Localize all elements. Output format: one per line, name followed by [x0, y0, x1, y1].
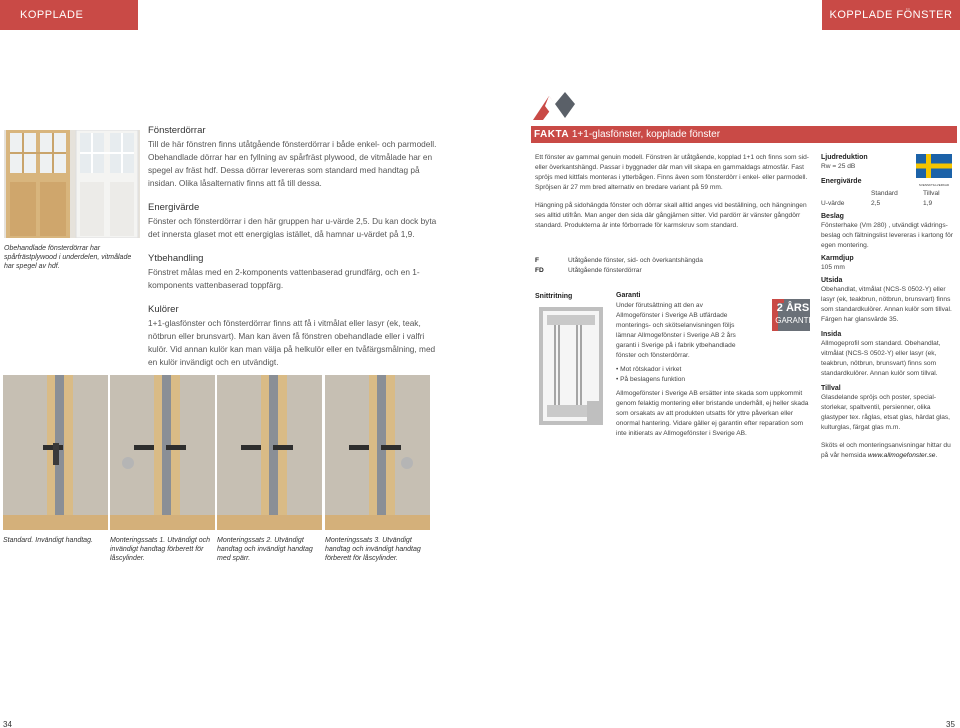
- door-caption: Obehandlade fönsterdörrar har spårfrästplywood i underdelen, vitmålade har spegel av hdf.: [4, 245, 132, 270]
- section-tab-right: KOPPLADE FÖNSTER: [822, 0, 960, 30]
- hardware-photo-sats-2: [217, 375, 322, 530]
- brand-logo: [531, 90, 577, 122]
- energi-heading: Energivärde: [821, 178, 862, 185]
- flag-caption: SVENSKTILLVERKAD: [918, 183, 950, 187]
- karm-value: 105 mm: [821, 264, 845, 271]
- heading-fonsterdorrar: Fönsterdörrar: [148, 125, 206, 136]
- garanti-text-2: Allmogefönster i Sverige AB ersätter inte skada som uppkommit genom felaktig montering eller bristande underhåll, ej heller skada som orsakats av att produkten utsatts för yttre påverkan eller onormal hantering. Vidare gäller ej garantin efter reparation som inte initierats av Allmogefönster i Sverige AB.: [616, 390, 809, 437]
- garanti-bullet: • Mot rötskador i virket: [616, 366, 682, 373]
- beslag-heading: Beslag: [821, 213, 844, 220]
- insida-heading: Insida: [821, 331, 842, 338]
- section-drawing: [537, 305, 605, 427]
- utsida-text: Obehandlat, vitmålat (NCS-S 0502-Y) eller lasyr (ek, teakbrun, nötbrun, brunsvart) finns som standardkulörer. Annan kulör som tillval. Färgen har glansvärde 35.: [821, 286, 952, 323]
- tillval-heading: Tillval: [821, 385, 841, 392]
- text-kulorer: 1+1-glasfönster och fönsterdörrar finns att få i vitmålat eller lasyr (ek, teak, nötbrun eller brunsvart). Man kan även få fönstren obehandlade eller i valfri kulör. Vid annan kulör kan man välja på helkulör eller en tvåfärgsmålning, med en kulör invändigt och en utvändigt.: [148, 318, 436, 367]
- door-illustration: [4, 130, 140, 238]
- code-fd-desc: Utåtgående fönsterdörrar: [568, 267, 642, 274]
- energi-header-row: [821, 189, 953, 199]
- utsida-heading: Utsida: [821, 277, 843, 284]
- code-f: F: [535, 257, 540, 264]
- hardware-caption-standard: Standard. Invändigt handtag.: [3, 537, 93, 544]
- door-photo: [4, 130, 140, 238]
- heading-ytbehandling: Ytbehandling: [148, 253, 204, 264]
- garanti-text: Under förutsättning att den av Allmogefönster i Sverige AB utfärdade monterings- och skötselanvisningen följs lämnar Allmogefönster i Sverige AB 2 års garanti i Sverige på i fabrik ytbehandlade fönster och fönsterdörrar.: [616, 302, 736, 359]
- fakta-title-bar: [531, 126, 957, 143]
- website-link[interactable]: www.allmogefonster.se: [867, 452, 936, 459]
- fakta-label: FAKTA: [534, 129, 570, 140]
- energi-col-tillval: Tillval: [923, 190, 940, 197]
- intro-text: Ett fönster av gammal genuin modell. Fönstren är utåtgående, kopplad 1+1 och finns som sid- eller överkantshängd. Passar i byggnader där man vill skapa en gammaldags atmosfär. Fast spröjs med kittfals monteras i ytterbågen. Finns även som fönsterdörr i enkel- eller parmodell. Spröjsen är 27 mm bred alternativ en bredare variant på 59 mm.: [535, 154, 809, 191]
- insida-text: Allmogeprofil som standard. Obehandlat, vitmålat (NCS-S 0502-Y) eller lasyr (ek, teakbrun, nötbrun, brunsvart) finns som standardkulörer. Annan kulör som tillval.: [821, 340, 941, 377]
- hardware-caption-sats-2: Monteringssats 2. Utvändigt handtag och invändigt handtag med spärr.: [217, 537, 313, 562]
- hanging-text: Hängning på sidohängda fönster och dörrar skall alltid anges vid beställning, och hängningen ses alltid utifrån. Man anger den sida där gångjärnen sitter. Vid pardörr är vänster gångdörr standard. Produkterna är inte förborrade för karmskruv som standard.: [535, 202, 807, 229]
- hardware-caption-sats-3: Monteringssats 3. Utvändigt handtag och invändigt handtag förberett för låscylinder.: [325, 537, 421, 562]
- text-fonsterdorrar: Till de här fönstren finns utåtgående fönsterdörrar i både enkel- och parmodell. Obehandlade dörrar har en fyllning av spårfräst plywood, de vitmålade har en spegel av fräst hdf. Dessa dörrar levereras som standard med handtag på insidan. Olika låsalternativ finns att få till dessa.: [148, 139, 437, 188]
- page-number-left: 34: [3, 720, 12, 728]
- code-row: [535, 256, 815, 266]
- fakta-title: 1+1-glasfönster, kopplade fönster: [571, 129, 721, 140]
- hardware-photo-standard: [3, 375, 108, 530]
- text-ytbehandling: Fönstret målas med en 2-komponents vattenbaserad grundfärg, och en 1-komponents vattenbaserad toppfärg.: [148, 267, 420, 290]
- energi-row-label: U-värde: [821, 200, 845, 207]
- energi-value-tillval: 1,9: [923, 200, 933, 207]
- hardware-photo-sats-3: [325, 375, 430, 530]
- energi-value-row: [821, 199, 953, 209]
- left-text-column: [148, 125, 438, 369]
- energi-value-standard: 2,5: [871, 200, 881, 207]
- garanti-bullets: [616, 365, 811, 385]
- beslag-text: Fönsterhake (Vm 280) , utvändigt vädrings-beslag och fältningslist levereras i kartong för egen montering.: [821, 222, 953, 249]
- ljud-value: Rw = 25 dB: [821, 163, 856, 170]
- text-energivarde: Fönster och fönsterdörrar i den här gruppen har u-värde 2,5. Du kan dock byta det innersta glaset mot ett energiglas istället, då hamnar u-värdet på 1,9.: [148, 216, 437, 239]
- karm-heading: Karmdjup: [821, 255, 854, 262]
- badge-big: 2 ÅRS: [776, 302, 810, 314]
- heading-kulorer: Kulörer: [148, 304, 179, 315]
- garanti-heading: Garanti: [616, 292, 641, 299]
- website-note: Sköts el och monteringsanvisningar hittar du på vår hemsida www.allmogefonster.se.: [821, 442, 951, 459]
- code-f-desc: Utåtgående fönster, sid- och överkantshängda: [568, 257, 703, 264]
- page-number-right: 35: [946, 720, 955, 728]
- warranty-badge: [770, 297, 812, 333]
- heading-energivarde: Energivärde: [148, 202, 200, 213]
- energi-col-standard: Standard: [871, 190, 898, 197]
- ljud-heading: Ljudreduktion: [821, 154, 868, 161]
- code-row: [535, 266, 815, 276]
- hardware-caption-sats-1: Monteringssats 1. Utvändigt och invändigt handtag förberett för låscylinder.: [110, 537, 210, 562]
- spec-column: [821, 154, 953, 461]
- section-tab-left: KOPPLADE FÖNSTER: [0, 0, 138, 30]
- tillval-text: Glasdelande spröjs och poster, special-storlekar, spaltventil, persienner, olika glastyper tex. råglas, etsat glas, härdat glas, kulturglas, färgat glas m.m.: [821, 394, 951, 431]
- badge-small: GARANTI: [775, 316, 811, 325]
- product-codes: [535, 256, 815, 276]
- snitt-label: Snittritning: [535, 293, 573, 300]
- garanti-bullet: • På beslagens funktion: [616, 376, 686, 383]
- hardware-photo-sats-1: [110, 375, 215, 530]
- code-fd: FD: [535, 267, 544, 274]
